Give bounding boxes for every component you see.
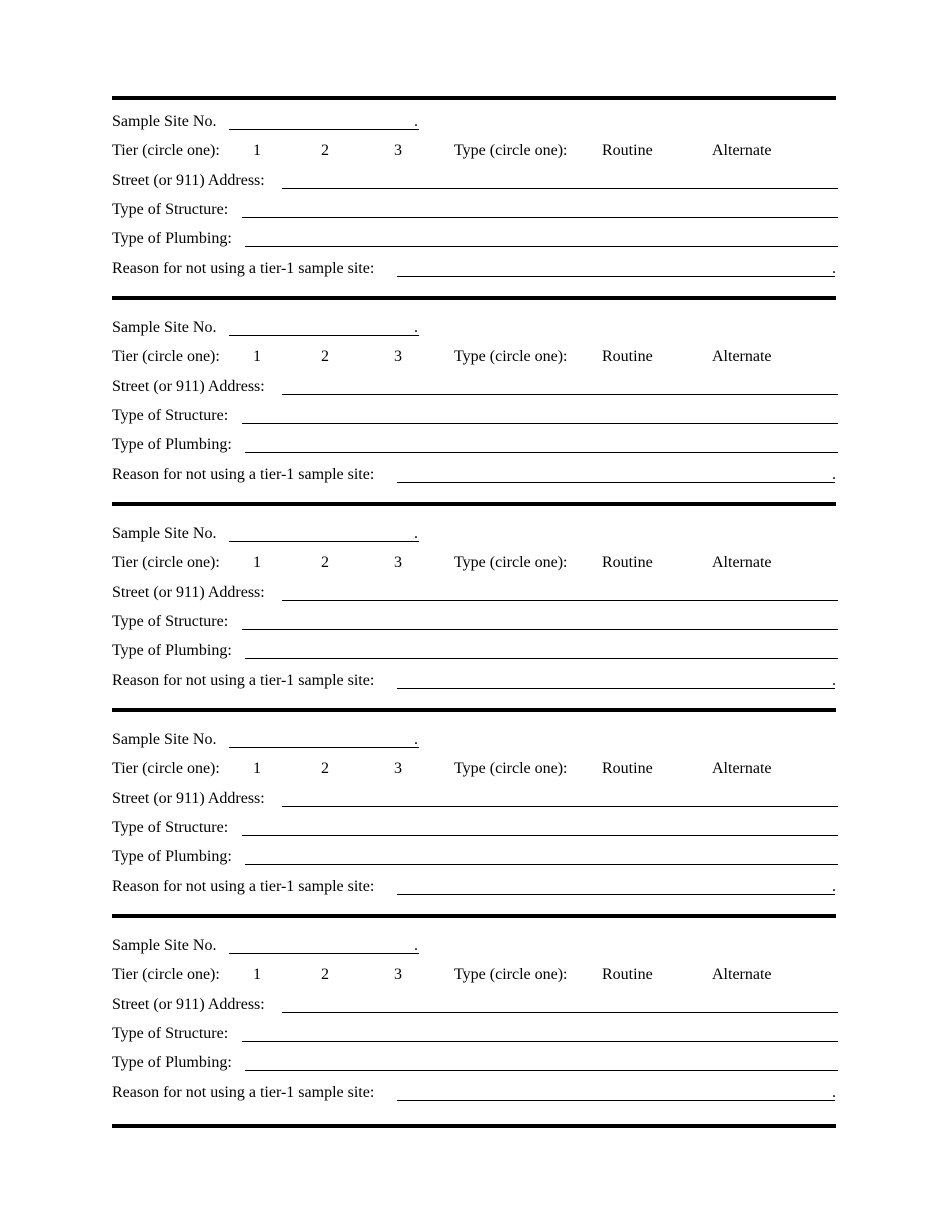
type-label: Type (circle one): [454,348,568,365]
tier-option-3[interactable]: 3 [394,966,402,983]
plumbing-field[interactable] [245,452,838,453]
sample-site-entry [112,316,840,522]
plumbing-row [112,1051,840,1075]
plumbing-field[interactable] [245,864,838,865]
sample-site-row [112,316,840,340]
plumbing-label: Type of Plumbing: [112,1054,232,1071]
tier-label: Tier (circle one): [112,554,220,571]
reason-field[interactable] [397,1100,835,1101]
reason-row [112,669,840,693]
street-address-field[interactable] [282,806,838,807]
tier-option-2[interactable]: 2 [321,348,329,365]
type-option-alternate[interactable]: Alternate [712,348,772,365]
sample-site-no-field[interactable] [229,335,419,336]
tier-option-3[interactable]: 3 [394,760,402,777]
reason-row [112,875,840,899]
period-mark: . [414,113,418,130]
structure-label: Type of Structure: [112,1025,229,1042]
tier-option-2[interactable]: 2 [321,142,329,159]
type-label: Type (circle one): [454,760,568,777]
reason-field[interactable] [397,276,835,277]
period-mark: . [832,878,836,895]
tier-option-3[interactable]: 3 [394,142,402,159]
structure-row [112,1022,840,1046]
street-address-label: Street (or 911) Address: [112,584,265,601]
plumbing-label: Type of Plumbing: [112,642,232,659]
type-label: Type (circle one): [454,966,568,983]
section-divider [112,708,836,712]
street-address-label: Street (or 911) Address: [112,790,265,807]
sample-site-entry [112,728,840,934]
sample-site-row [112,110,840,134]
structure-label: Type of Structure: [112,819,229,836]
period-mark: . [414,731,418,748]
tier-option-1[interactable]: 1 [253,966,261,983]
plumbing-label: Type of Plumbing: [112,848,232,865]
section-divider [112,914,836,918]
sample-site-entry [112,934,840,1140]
reason-field[interactable] [397,482,835,483]
period-mark: . [832,1084,836,1101]
tier-type-row [112,963,840,987]
period-mark: . [832,260,836,277]
tier-label: Tier (circle one): [112,142,220,159]
plumbing-field[interactable] [245,658,838,659]
tier-option-1[interactable]: 1 [253,142,261,159]
type-option-alternate[interactable]: Alternate [712,966,772,983]
structure-label: Type of Structure: [112,407,229,424]
period-mark: . [832,672,836,689]
reason-label: Reason for not using a tier-1 sample site: [112,466,375,483]
section-divider [112,1124,836,1128]
structure-field[interactable] [242,1041,838,1042]
sample-site-label: Sample Site No. [112,731,217,748]
sample-site-label: Sample Site No. [112,525,217,542]
tier-label: Tier (circle one): [112,760,220,777]
street-address-row [112,787,840,811]
reason-label: Reason for not using a tier-1 sample site: [112,260,375,277]
structure-row [112,816,840,840]
street-address-field[interactable] [282,188,838,189]
reason-row [112,257,840,281]
plumbing-row [112,433,840,457]
type-option-routine[interactable]: Routine [602,142,653,159]
structure-field[interactable] [242,423,838,424]
street-address-label: Street (or 911) Address: [112,172,265,189]
tier-option-2[interactable]: 2 [321,760,329,777]
plumbing-row [112,639,840,663]
street-address-row [112,169,840,193]
sample-site-entry [112,110,840,316]
tier-option-1[interactable]: 1 [253,554,261,571]
tier-type-row [112,345,840,369]
reason-label: Reason for not using a tier-1 sample site: [112,878,375,895]
section-divider [112,96,836,100]
period-mark: . [832,466,836,483]
sample-site-no-field[interactable] [229,129,419,130]
tier-type-row [112,757,840,781]
street-address-row [112,993,840,1017]
reason-field[interactable] [397,894,835,895]
tier-label: Tier (circle one): [112,348,220,365]
type-option-routine[interactable]: Routine [602,966,653,983]
sample-site-no-field[interactable] [229,541,419,542]
reason-row [112,463,840,487]
sample-site-entry [112,522,840,728]
sample-site-row [112,522,840,546]
plumbing-label: Type of Plumbing: [112,436,232,453]
reason-label: Reason for not using a tier-1 sample site: [112,1084,375,1101]
structure-field[interactable] [242,217,838,218]
tier-type-row [112,139,840,163]
type-option-routine[interactable]: Routine [602,760,653,777]
street-address-label: Street (or 911) Address: [112,378,265,395]
sample-site-label: Sample Site No. [112,113,217,130]
type-option-routine[interactable]: Routine [602,348,653,365]
tier-type-row [112,551,840,575]
tier-option-1[interactable]: 1 [253,348,261,365]
type-label: Type (circle one): [454,142,568,159]
structure-label: Type of Structure: [112,201,229,218]
period-mark: . [414,525,418,542]
tier-option-3[interactable]: 3 [394,348,402,365]
street-address-field[interactable] [282,1012,838,1013]
sample-site-row [112,728,840,752]
street-address-field[interactable] [282,600,838,601]
plumbing-label: Type of Plumbing: [112,230,232,247]
tier-option-2[interactable]: 2 [321,966,329,983]
tier-label: Tier (circle one): [112,966,220,983]
plumbing-row [112,845,840,869]
reason-field[interactable] [397,688,835,689]
sample-site-label: Sample Site No. [112,937,217,954]
plumbing-field[interactable] [245,246,838,247]
type-label: Type (circle one): [454,554,568,571]
tier-option-2[interactable]: 2 [321,554,329,571]
structure-row [112,198,840,222]
structure-row [112,610,840,634]
sample-site-label: Sample Site No. [112,319,217,336]
period-mark: . [414,937,418,954]
tier-option-3[interactable]: 3 [394,554,402,571]
section-divider [112,296,836,300]
structure-field[interactable] [242,835,838,836]
sample-site-row [112,934,840,958]
tier-option-1[interactable]: 1 [253,760,261,777]
structure-row [112,404,840,428]
type-option-alternate[interactable]: Alternate [712,760,772,777]
plumbing-field[interactable] [245,1070,838,1071]
type-option-alternate[interactable]: Alternate [712,142,772,159]
street-address-row [112,581,840,605]
type-option-routine[interactable]: Routine [602,554,653,571]
street-address-field[interactable] [282,394,838,395]
structure-field[interactable] [242,629,838,630]
reason-label: Reason for not using a tier-1 sample site: [112,672,375,689]
period-mark: . [414,319,418,336]
street-address-label: Street (or 911) Address: [112,996,265,1013]
section-divider [112,502,836,506]
sample-site-no-field[interactable] [229,747,419,748]
plumbing-row [112,227,840,251]
street-address-row [112,375,840,399]
sample-site-no-field[interactable] [229,953,419,954]
structure-label: Type of Structure: [112,613,229,630]
reason-row [112,1081,840,1105]
type-option-alternate[interactable]: Alternate [712,554,772,571]
